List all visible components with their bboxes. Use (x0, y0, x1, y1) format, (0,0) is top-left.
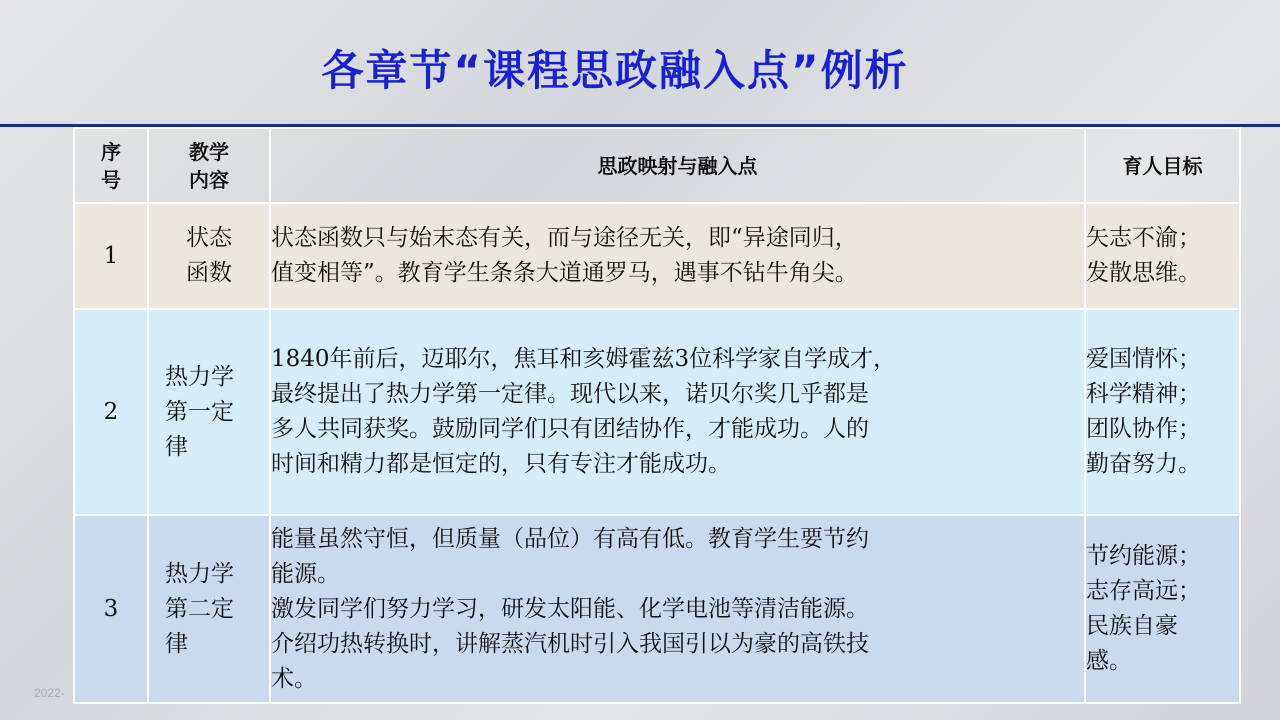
mapping-line: 时间和精力都是恒定的，只有专注才能成功。 (271, 451, 731, 477)
topic-line: 热力学 (165, 560, 234, 587)
goal-line: 矢志不渝； (1086, 225, 1201, 251)
row-goal (1085, 309, 1240, 515)
ideology-table (73, 127, 1241, 704)
row-number: 1 (74, 203, 148, 309)
footer-date: 2022- (34, 686, 65, 700)
header-topic-line: 教学 (189, 139, 229, 164)
row-topic (148, 515, 270, 703)
goal-line: 勤奋努力。 (1086, 451, 1201, 477)
mapping-line: 最终提出了热力学第一定律。现代以来，诺贝尔奖几乎都是 (271, 381, 869, 407)
row-mapping (270, 203, 1085, 309)
row-number: 2 (74, 309, 148, 515)
mapping-line: 介绍功热转换时，讲解蒸汽机时引入我国引以为豪的高铁技 (271, 630, 869, 657)
row-goal (1085, 515, 1240, 703)
mapping-line: 能量虽然守恒，但质量（品位）有高有低。教育学生要节约 (271, 525, 869, 552)
row-goal (1085, 203, 1240, 309)
row-number: 3 (74, 515, 148, 703)
goal-line: 志存高远； (1086, 578, 1201, 604)
goal-line: 团队协作； (1086, 416, 1201, 442)
table-header-row (74, 128, 1240, 203)
table-row (74, 203, 1240, 309)
topic-line: 热力学 (165, 363, 234, 390)
goal-line: 民族自豪 (1086, 613, 1178, 639)
goal-line: 感。 (1086, 648, 1132, 674)
topic-line: 律 (165, 433, 188, 460)
goal-line: 科学精神； (1086, 381, 1201, 407)
goal-line: 爱国情怀； (1086, 346, 1201, 372)
mapping-line: 值变相等”。教育学生条条大道通罗马，遇事不钻牛角尖。 (271, 260, 858, 286)
mapping-line: 多人共同获奖。鼓励同学们只有团结协作，才能成功。人的 (271, 416, 869, 442)
header-num-line: 号 (101, 167, 121, 192)
header-num (74, 128, 148, 203)
row-mapping (270, 515, 1085, 703)
goal-line: 发散思维。 (1086, 260, 1201, 286)
topic-line: 第一定 (165, 398, 234, 425)
table-row (74, 515, 1240, 703)
row-mapping (270, 309, 1085, 515)
topic-line: 律 (165, 630, 188, 657)
header-goal: 育人目标 (1085, 128, 1240, 203)
header-topic-line: 内容 (189, 167, 229, 192)
topic-line: 函数 (186, 260, 232, 286)
mapping-line: 能源。 (271, 560, 340, 587)
mapping-line: 激发同学们努力学习，研发太阳能、化学电池等清洁能源。 (271, 595, 869, 622)
slide-title: 各章节“课程思政融入点”例析 (321, 46, 909, 95)
mapping-line: 状态函数只与始末态有关，而与途径无关，即“异途同归， (271, 225, 858, 251)
topic-line: 第二定 (165, 595, 234, 622)
row-topic (148, 309, 270, 515)
mapping-line: 术。 (271, 665, 317, 692)
goal-line: 节约能源； (1086, 543, 1201, 569)
row-topic (148, 203, 270, 309)
table-row (74, 309, 1240, 515)
header-mapping: 思政映射与融入点 (270, 128, 1085, 203)
header-topic (148, 128, 270, 203)
mapping-line: 1840年前后，迈耶尔，焦耳和亥姆霍兹3位科学家自学成才， (271, 346, 897, 372)
header-num-line: 序 (101, 139, 121, 164)
topic-line: 状态 (186, 225, 232, 251)
